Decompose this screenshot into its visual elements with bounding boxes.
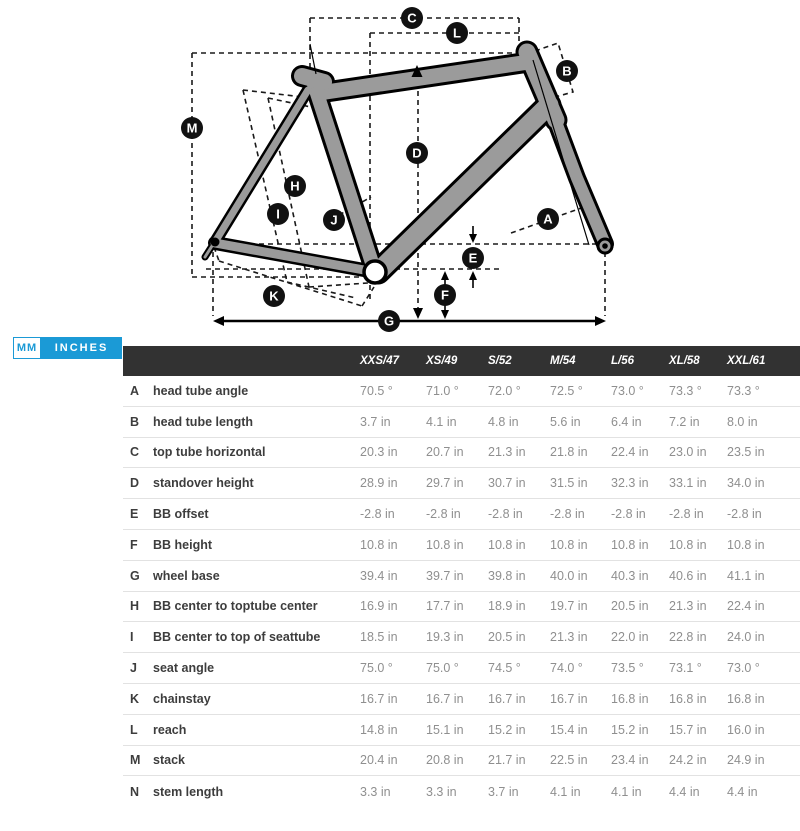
row-key: M (130, 753, 141, 768)
row-value: 21.8 in (550, 445, 588, 460)
diagram-badge-letter: I (276, 206, 280, 222)
row-value: 22.5 in (550, 753, 588, 768)
row-value: 18.9 in (488, 599, 526, 614)
geometry-table (123, 346, 800, 807)
row-key: E (130, 507, 139, 522)
row-value: 4.1 in (550, 784, 581, 799)
row-value: 72.0 ° (488, 383, 521, 398)
row-value: 16.7 in (550, 691, 588, 706)
row-value: 74.0 ° (550, 661, 583, 676)
row-key: B (130, 414, 140, 429)
row-label: head tube length (153, 414, 253, 429)
row-value: 10.8 in (426, 537, 464, 552)
row-label: seat angle (153, 661, 215, 676)
row-value: 70.5 ° (360, 383, 393, 398)
row-key: I (130, 630, 134, 645)
row-value: 72.5 ° (550, 383, 583, 398)
row-value: 21.3 in (669, 599, 707, 614)
row-value: 40.6 in (669, 568, 707, 583)
bike-frame-diagram (0, 0, 800, 335)
row-value: 33.1 in (669, 476, 707, 491)
diagram-badge-letter: B (562, 63, 572, 79)
row-label: standover height (153, 476, 254, 491)
row-value: -2.8 in (611, 507, 646, 522)
diagram-badge-letter: F (441, 287, 449, 303)
row-value: 41.1 in (727, 568, 765, 583)
table-row (123, 499, 800, 530)
row-value: 40.3 in (611, 568, 649, 583)
column-header: XXL/61 (727, 355, 766, 367)
row-value: 24.2 in (669, 753, 707, 768)
row-label: stack (153, 753, 185, 768)
row-key: G (130, 568, 140, 583)
row-value: 29.7 in (426, 476, 464, 491)
row-value: 73.5 ° (611, 661, 644, 676)
row-value: -2.8 in (727, 507, 762, 522)
row-value: 23.4 in (611, 753, 649, 768)
row-value: 21.3 in (550, 630, 588, 645)
row-value: 6.4 in (611, 414, 642, 429)
row-value: 21.7 in (488, 753, 526, 768)
column-header: XS/49 (426, 355, 458, 367)
row-value: 28.9 in (360, 476, 398, 491)
row-value: 10.8 in (669, 537, 707, 552)
row-value: 4.1 in (426, 414, 457, 429)
table-row (123, 592, 800, 623)
row-value: 73.0 ° (611, 383, 644, 398)
diagram-badge-letter: E (468, 250, 478, 266)
row-value: 15.2 in (611, 722, 649, 737)
rear-dropout (211, 238, 220, 247)
row-value: 40.0 in (550, 568, 588, 583)
table-row (123, 684, 800, 715)
row-value: 73.3 ° (669, 383, 702, 398)
row-value: -2.8 in (550, 507, 585, 522)
row-key: D (130, 476, 140, 491)
row-key: L (130, 722, 138, 737)
row-value: 16.7 in (360, 691, 398, 706)
row-label: BB height (153, 537, 213, 552)
row-value: 23.5 in (727, 445, 765, 460)
row-value: 15.1 in (426, 722, 464, 737)
table-row (123, 438, 800, 469)
row-value: 22.0 in (611, 630, 649, 645)
row-value: 15.7 in (669, 722, 707, 737)
column-header: S/52 (488, 355, 512, 367)
diagram-badge-letter: K (269, 288, 279, 304)
row-value: -2.8 in (426, 507, 461, 522)
row-key: H (130, 599, 140, 614)
row-value: 18.5 in (360, 630, 398, 645)
row-value: 10.8 in (550, 537, 588, 552)
row-value: 23.0 in (669, 445, 707, 460)
row-value: 10.8 in (611, 537, 649, 552)
table-row (123, 653, 800, 684)
row-value: 19.7 in (550, 599, 588, 614)
row-value: 14.8 in (360, 722, 398, 737)
row-value: 20.7 in (426, 445, 464, 460)
row-label: wheel base (153, 568, 220, 583)
row-value: 3.3 in (426, 784, 457, 799)
row-label: BB center to toptube center (153, 599, 318, 614)
table-row (123, 715, 800, 746)
row-value: 24.0 in (727, 630, 765, 645)
row-key: A (130, 383, 140, 398)
row-value: 4.8 in (488, 414, 519, 429)
column-header: L/56 (611, 355, 635, 367)
row-key: C (130, 445, 140, 460)
row-value: 39.7 in (426, 568, 464, 583)
row-value: 3.7 in (360, 414, 391, 429)
table-row (123, 776, 800, 807)
column-header: XXS/47 (360, 355, 399, 367)
row-value: 16.7 in (488, 691, 526, 706)
row-value: 7.2 in (669, 414, 700, 429)
row-value: -2.8 in (360, 507, 395, 522)
row-value: 19.3 in (426, 630, 464, 645)
table-row (123, 376, 800, 407)
row-value: 31.5 in (550, 476, 588, 491)
row-label: chainstay (153, 691, 211, 706)
row-value: 20.4 in (360, 753, 398, 768)
table-header-row (123, 346, 800, 376)
row-value: 75.0 ° (360, 661, 393, 676)
row-value: 34.0 in (727, 476, 765, 491)
row-key: F (130, 537, 138, 552)
row-value: 20.8 in (426, 753, 464, 768)
diagram-badge-letter: D (412, 145, 422, 161)
row-value: 30.7 in (488, 476, 526, 491)
mm-toggle-button[interactable]: MM (13, 337, 41, 359)
row-value: 15.4 in (550, 722, 588, 737)
row-label: reach (153, 722, 187, 737)
row-value: 16.9 in (360, 599, 398, 614)
diagram-badge-letter: C (407, 10, 417, 26)
row-key: K (130, 691, 140, 706)
row-value: 22.4 in (611, 445, 649, 460)
table-body (123, 376, 800, 807)
bike-frame-fill (205, 52, 605, 272)
row-key: N (130, 784, 140, 799)
front-axle-dot (602, 243, 608, 249)
row-value: 21.3 in (488, 445, 526, 460)
row-value: 20.3 in (360, 445, 398, 460)
row-value: 4.4 in (669, 784, 700, 799)
row-value: 16.8 in (611, 691, 649, 706)
row-value: 16.8 in (669, 691, 707, 706)
diagram-badge-letter: L (453, 25, 461, 41)
row-key: J (130, 661, 137, 676)
row-value: 17.7 in (426, 599, 464, 614)
row-label: BB offset (153, 507, 209, 522)
row-value: 73.0 ° (727, 661, 760, 676)
row-value: -2.8 in (488, 507, 523, 522)
row-label: top tube horizontal (153, 445, 266, 460)
row-value: 22.4 in (727, 599, 765, 614)
row-value: 39.4 in (360, 568, 398, 583)
row-value: 3.3 in (360, 784, 391, 799)
column-header: M/54 (550, 355, 576, 367)
row-value: 16.8 in (727, 691, 765, 706)
bottom-bracket (364, 261, 386, 283)
row-label: head tube angle (153, 383, 249, 398)
table-row (123, 530, 800, 561)
row-value: 10.8 in (727, 537, 765, 552)
table-row (123, 468, 800, 499)
diagram-badge-letter: J (330, 212, 338, 228)
row-value: 73.3 ° (727, 383, 760, 398)
row-value: 5.6 in (550, 414, 581, 429)
row-value: 32.3 in (611, 476, 649, 491)
row-value: 4.4 in (727, 784, 758, 799)
row-value: 22.8 in (669, 630, 707, 645)
row-value: 8.0 in (727, 414, 758, 429)
row-label: stem length (153, 784, 224, 799)
row-label: BB center to top of seattube (153, 630, 321, 645)
diagram-badge-letter: G (383, 313, 395, 329)
column-header: XL/58 (669, 355, 700, 367)
table-row (123, 746, 800, 777)
table-row (123, 622, 800, 653)
row-value: 75.0 ° (426, 661, 459, 676)
diagram-badge-letter: H (290, 178, 300, 194)
row-value: -2.8 in (669, 507, 704, 522)
row-value: 3.7 in (488, 784, 519, 799)
diagram-badge-letter: M (186, 120, 198, 136)
table-row (123, 407, 800, 438)
row-value: 20.5 in (488, 630, 526, 645)
diagram-badge-letter: A (543, 211, 553, 227)
row-value: 24.9 in (727, 753, 765, 768)
row-value: 4.1 in (611, 784, 642, 799)
row-value: 16.7 in (426, 691, 464, 706)
row-value: 39.8 in (488, 568, 526, 583)
row-value: 20.5 in (611, 599, 649, 614)
table-row (123, 561, 800, 592)
row-value: 15.2 in (488, 722, 526, 737)
row-value: 74.5 ° (488, 661, 521, 676)
row-value: 10.8 in (488, 537, 526, 552)
row-value: 10.8 in (360, 537, 398, 552)
row-value: 71.0 ° (426, 383, 459, 398)
inches-toggle-button[interactable]: INCHES (41, 337, 122, 359)
row-value: 16.0 in (727, 722, 765, 737)
row-value: 73.1 ° (669, 661, 702, 676)
